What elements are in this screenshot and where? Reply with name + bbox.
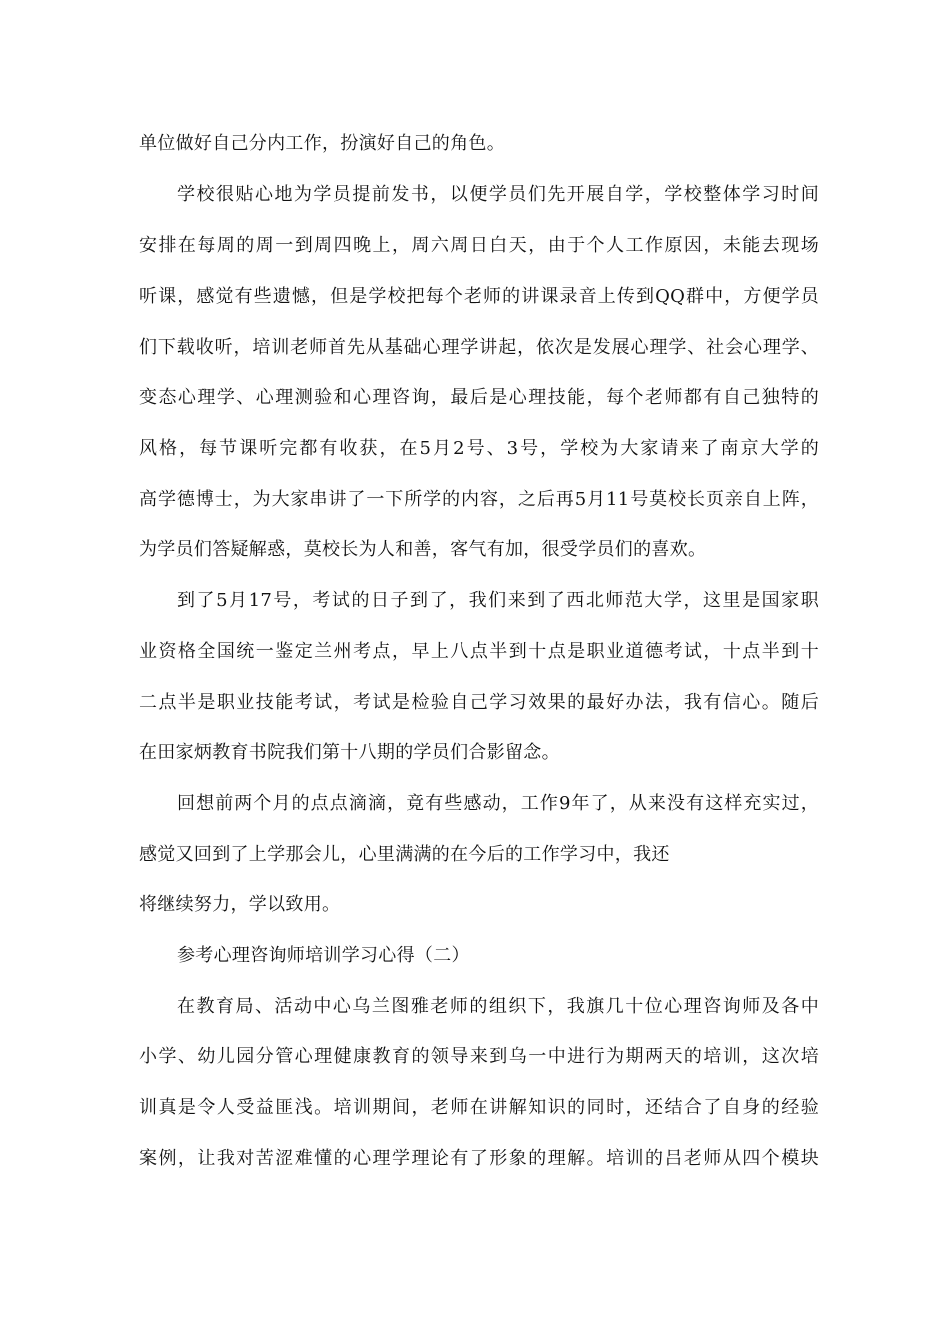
section-heading: 参考心理咨询师培训学习心得（二） (177, 945, 470, 966)
text-line: 在教育局、活动中心乌兰图雅老师的组织下，我旗几十位心理咨询师及各中 (177, 996, 819, 1017)
text-line: 训真是令人受益匪浅。培训期间，老师在讲解知识的同时，还结合了自身的经验 (139, 1097, 819, 1118)
text-line: 风格，每节课听完都有收获，在5月2号、3号，学校为大家请来了南京大学的 (139, 438, 819, 459)
text-line: 在田家炳教育书院我们第十八期的学员们合影留念。 (139, 742, 560, 763)
text-line: 高学德博士，为大家串讲了一下所学的内容，之后再5月11号莫校长页亲自上阵， (139, 489, 819, 510)
text-line: 到了5月17号，考试的日子到了，我们来到了西北师范大学，这里是国家职 (177, 590, 819, 611)
text-line: 们下载收听，培训老师首先从基础心理学讲起，依次是发展心理学、社会心理学、 (139, 337, 819, 358)
text-line: 单位做好自己分内工作，扮演好自己的角色。 (139, 133, 505, 154)
text-line: 回想前两个月的点点滴滴，竟有些感动，工作9年了，从来没有这样充实过， (177, 793, 819, 814)
text-line: 二点半是职业技能考试，考试是检验自己学习效果的最好办法，我有信心。随后 (139, 692, 819, 713)
text-line: 小学、幼儿园分管心理健康教育的领导来到乌一中进行为期两天的培训，这次培 (139, 1046, 819, 1067)
text-line: 学校很贴心地为学员提前发书，以便学员们先开展自学，学校整体学习时间 (177, 184, 819, 205)
text-line: 将继续努力，学以致用。 (139, 894, 341, 915)
text-line: 案例，让我对苦涩难懂的心理学理论有了形象的理解。培训的吕老师从四个模块 (139, 1148, 819, 1169)
text-line: 感觉又回到了上学那会儿，心里满满的在今后的工作学习中，我还 (139, 844, 670, 865)
text-line: 安排在每周的周一到周四晚上，周六周日白天，由于个人工作原因，未能去现场 (139, 235, 819, 256)
text-line: 听课，感觉有些遗憾，但是学校把每个老师的讲课录音上传到QQ群中，方便学员 (139, 286, 819, 307)
text-line: 业资格全国统一鉴定兰州考点，早上八点半到十点是职业道德考试，十点半到十 (139, 641, 819, 662)
text-line: 变态心理学、心理测验和心理咨询，最后是心理技能，每个老师都有自己独特的 (139, 387, 819, 408)
text-line: 为学员们答疑解惑，莫校长为人和善，客气有加，很受学员们的喜欢。 (139, 539, 707, 560)
